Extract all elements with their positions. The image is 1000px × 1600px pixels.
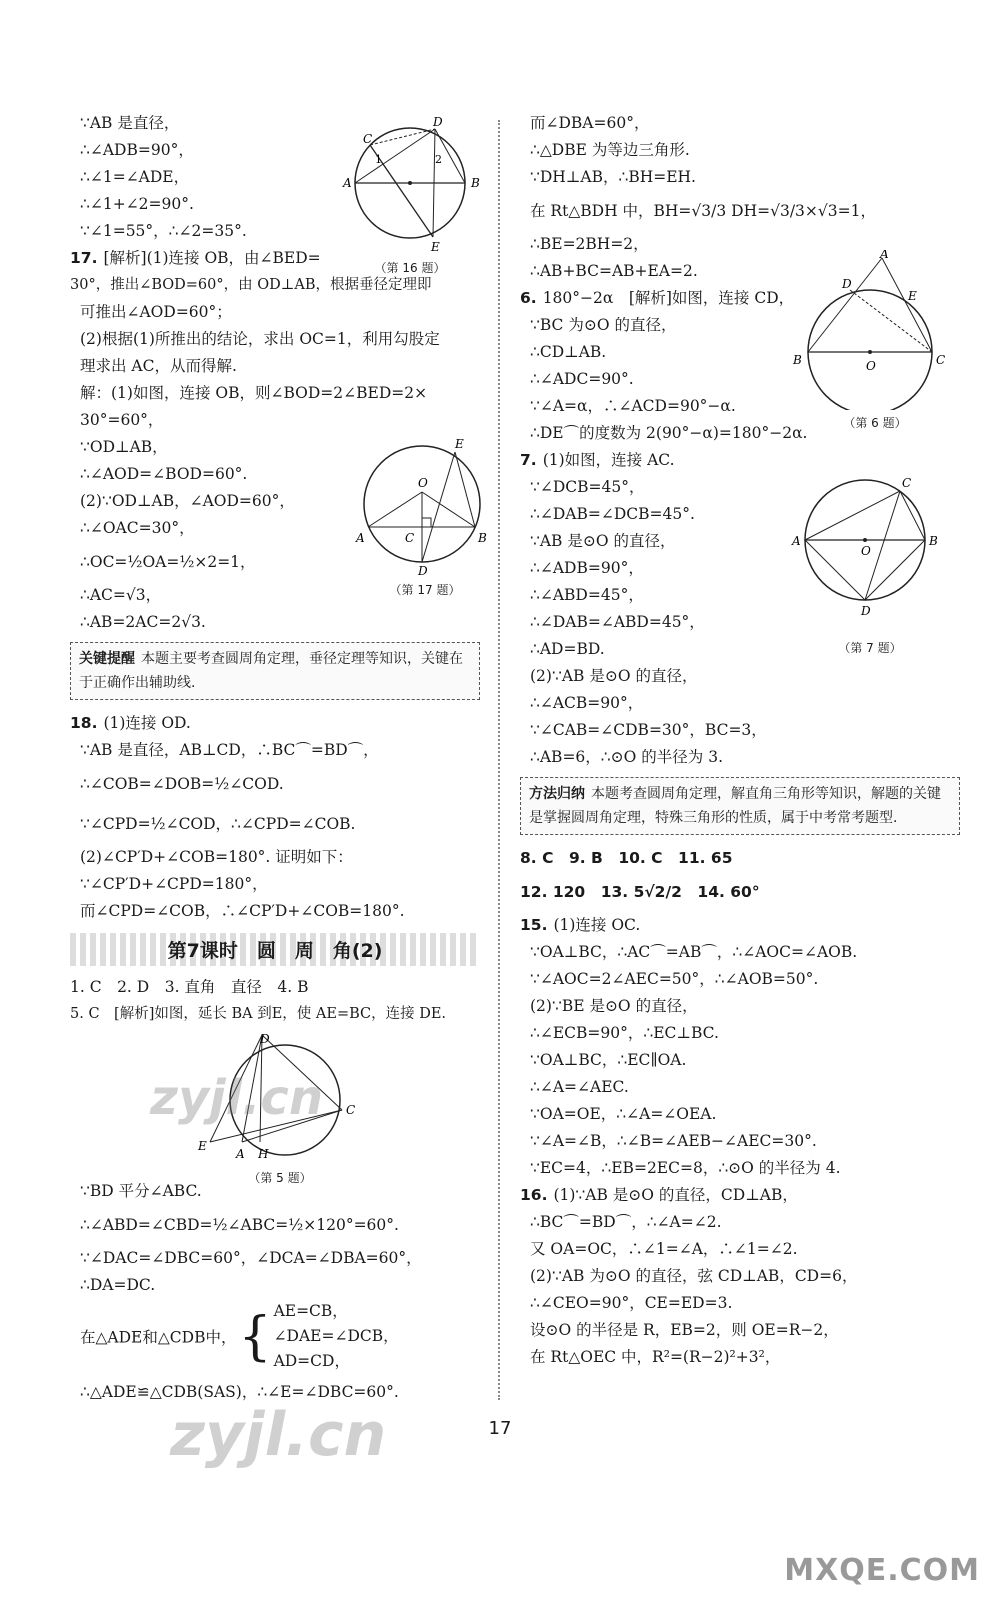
- figure-6: [790, 250, 960, 435]
- note-title: 关键提醒: [79, 651, 135, 667]
- question-number: 15.: [520, 916, 548, 934]
- text-line: (2)∵BE 是⊙O 的直径，: [530, 997, 698, 1015]
- question-number: 16.: [520, 1186, 548, 1204]
- key-reminder-note: [70, 642, 480, 700]
- text-line: ∴∠AOD=∠BOD=60°.: [80, 465, 248, 483]
- figure-caption: （第 5 题）: [248, 1171, 312, 1185]
- svg-text:D: D: [861, 604, 871, 618]
- note-text: 本题主要考查圆周角定理，垂径定理等知识，关键在于正确作出辅助线.: [79, 651, 463, 691]
- text-line: ∵∠A=α，∴∠ACD=90°−α.: [530, 397, 736, 415]
- text-line: (2)∵AB 是⊙O 的直径，: [530, 667, 698, 685]
- congruence-system: [70, 1299, 480, 1379]
- svg-text:1: 1: [375, 153, 382, 166]
- text-line: 30°，推出∠BOD=60°，由 OD⊥AB，根据垂径定理即: [70, 277, 432, 293]
- text-line: ∴∠A=∠AEC.: [530, 1078, 629, 1096]
- text-line: ∴∠COB=∠DOB=½∠COD.: [80, 775, 284, 793]
- text-line: ∵DH⊥AB，∴BH=EH.: [530, 168, 696, 186]
- column-divider: [498, 120, 500, 1400]
- svg-text:D: D: [260, 1032, 270, 1046]
- question-number: 18.: [70, 714, 98, 732]
- text-line: ∵AB 是直径，AB⊥CD，∴BC⌒=BD⌒，: [80, 741, 379, 759]
- svg-text:B: B: [471, 176, 480, 190]
- text-line: 180°−2α [解析]如图，连接 CD，: [542, 289, 795, 307]
- text-line: ∴∠DAB=∠DCB=45°.: [530, 505, 695, 523]
- question-15: [520, 912, 960, 939]
- text-line: ∴∠OAC=30°，: [80, 519, 195, 537]
- figure-caption: （第 16 题）: [374, 261, 446, 275]
- text-line: (1)如图，连接 AC.: [542, 451, 675, 469]
- text-line: ∵∠CPD=½∠COD，∴∠CPD=∠COB.: [80, 815, 356, 833]
- question-18: [70, 710, 480, 737]
- svg-text:A: A: [356, 531, 365, 545]
- figure-16: [335, 115, 485, 275]
- answers-1-4: 1. C 2. D 3. 直角 直径 4. B: [70, 978, 309, 996]
- text-line: ∵AB 是⊙O 的直径，: [530, 532, 676, 550]
- svg-text:C: C: [902, 476, 912, 490]
- svg-text:A: A: [343, 176, 352, 190]
- text-line: ∵OA⊥BC，∴AC⌒=AB⌒，∴∠AOC=∠AOB.: [530, 943, 858, 961]
- text-line: ∴∠1=∠ADE，: [80, 168, 190, 186]
- note-title: 方法归纳: [529, 786, 585, 802]
- text-line: 设⊙O 的半径是 R，EB=2，则 OE=R−2，: [530, 1321, 839, 1339]
- text-line: ∴∠ADB=90°，: [80, 141, 194, 159]
- watermark-site: MXQE.COM: [784, 1553, 980, 1588]
- system-line: AD=CD，: [273, 1352, 350, 1370]
- text-line: ∴DE⌒的度数为 2(90°−α)=180°−2α.: [530, 424, 808, 442]
- svg-text:E: E: [455, 437, 464, 451]
- text-line: ∵BD 平分∠ABC.: [80, 1182, 202, 1200]
- svg-text:B: B: [793, 353, 802, 367]
- watermark-text: zyjl.cn: [170, 1400, 387, 1470]
- text-line: ∵OA⊥BC，∴EC∥OA.: [530, 1051, 687, 1069]
- brace-symbol: {: [238, 1306, 272, 1367]
- question-16: [520, 1182, 960, 1209]
- svg-text:A: A: [880, 250, 889, 261]
- text-line: ∵∠DCB=45°，: [530, 478, 645, 496]
- text-line: ∴AB+BC=AB+EA=2.: [530, 262, 698, 280]
- text-line: ∴AD=BD.: [530, 640, 605, 658]
- text-line: ∵BC 为⊙O 的直径，: [530, 316, 677, 334]
- note-text: 本题考查圆周角定理，解直角三角形等知识，解题的关键是掌握圆周角定理，特殊三角形的性质，属于中考常考题型.: [529, 786, 941, 826]
- text-line: ∵∠DAC=∠DBC=60°，∠DCA=∠DBA=60°，: [80, 1249, 422, 1267]
- figure-caption: （第 17 题）: [389, 583, 461, 597]
- svg-text:A: A: [792, 534, 801, 548]
- text-line: ∵∠CP′D+∠CPD=180°，: [80, 875, 268, 893]
- text-line: ∴OC=½OA=½×2=1，: [80, 553, 256, 571]
- svg-text:B: B: [929, 534, 938, 548]
- text-line: 30°=60°，: [80, 411, 164, 429]
- text-line: 而∠CPD=∠COB，∴∠CP′D+∠COB=180°.: [80, 902, 405, 920]
- text-line: ∵∠1=55°，∴∠2=35°.: [80, 222, 247, 240]
- svg-text:C: C: [363, 132, 373, 146]
- text-line: 可推出∠AOD=60°；: [80, 303, 232, 321]
- svg-text:E: E: [431, 240, 440, 254]
- svg-text:H: H: [258, 1147, 269, 1161]
- answers-12-14: 12. 120 13. 5√2/2 14. 60°: [520, 883, 760, 901]
- text-line: ∴BE=2BH=2，: [530, 235, 649, 253]
- svg-text:D: D: [842, 277, 852, 291]
- text-line: 而∠DBA=60°，: [530, 114, 650, 132]
- text-line: ∵EC=4，∴EB=2EC=8，∴⊙O 的半径为 4.: [530, 1159, 841, 1177]
- text-line: ∴AB=2AC=2√3.: [80, 613, 206, 631]
- circle-diagram-17: [350, 432, 500, 577]
- text-line: ∴∠1+∠2=90°.: [80, 195, 194, 213]
- text-line: 理求出 AC，从而得解.: [80, 357, 237, 375]
- circle-diagram-7: [790, 465, 950, 635]
- text-line: (2)∠CP′D+∠COB=180°. 证明如下：: [80, 848, 353, 866]
- svg-text:B: B: [478, 531, 487, 545]
- system-prefix: 在△ADE和△CDB中，: [80, 1328, 237, 1347]
- question-number: 6.: [520, 289, 537, 307]
- watermark-text: zyjl.cn: [150, 1070, 323, 1126]
- system-line: ∠DAE=∠DCB，: [273, 1327, 399, 1345]
- text-line: ∴AB=6，∴⊙O 的半径为 3.: [530, 748, 723, 766]
- svg-text:O: O: [861, 544, 871, 558]
- figure-7: [790, 465, 950, 665]
- figure-caption: （第 7 题）: [838, 641, 902, 655]
- text-line: ∴△ADE≌△CDB(SAS)，∴∠E=∠DBC=60°.: [80, 1383, 399, 1401]
- text-line: ∴AC=√3，: [80, 586, 162, 604]
- circle-diagram-6: [790, 250, 960, 410]
- system-line: AE=CB，: [273, 1302, 348, 1320]
- text-line: ∴△DBE 为等边三角形.: [530, 141, 690, 159]
- svg-text:2: 2: [435, 153, 442, 166]
- text-line: ∴CD⊥AB.: [530, 343, 607, 361]
- text-line: ∴∠CEO=90°，CE=ED=3.: [530, 1294, 733, 1312]
- text-line: ∵OA=OE，∴∠A=∠OEA.: [530, 1105, 717, 1123]
- svg-text:D: D: [433, 115, 443, 129]
- svg-text:E: E: [908, 289, 917, 303]
- answers-8-11: 8. C 9. B 10. C 11. 65: [520, 849, 733, 867]
- left-column: [70, 110, 480, 1406]
- figure-17: [350, 432, 500, 602]
- circle-diagram-16: [335, 115, 485, 255]
- question-5-head: 5. C [解析]如图，延长 BA 到E，使 AE=BC，连接 DE.: [70, 1006, 447, 1022]
- text-line: ∴∠DAB=∠ABD=45°，: [530, 613, 705, 631]
- text-line: (1)连接 OC.: [553, 916, 641, 934]
- svg-text:C: C: [405, 531, 415, 545]
- text-line: ∴∠ADB=90°，: [530, 559, 644, 577]
- question-number: 7.: [520, 451, 537, 469]
- text-line: ∴∠ABD=∠CBD=½∠ABC=½×120°=60°.: [80, 1216, 399, 1234]
- text-line: ∵AB 是直径，: [80, 114, 180, 132]
- text-line: ∴∠ACB=90°，: [530, 694, 644, 712]
- svg-text:A: A: [236, 1147, 245, 1161]
- page-number: 17: [488, 1418, 512, 1439]
- text-line: 在 Rt△OEC 中，R²=(R−2)²+3²，: [530, 1348, 781, 1366]
- figure-caption: （第 6 题）: [843, 416, 907, 430]
- svg-text:O: O: [418, 476, 428, 490]
- method-summary-note: [520, 777, 960, 835]
- text-line: ∵∠A=∠B，∴∠B=∠AEB−∠AEC=30°.: [530, 1132, 817, 1150]
- question-number: 17.: [70, 249, 98, 267]
- text-line: [解析](1)连接 OB，由∠BED=: [103, 249, 321, 267]
- text-line: (2)∵AB 为⊙O 的直径，弦 CD⊥AB，CD=6，: [530, 1267, 858, 1285]
- svg-text:E: E: [198, 1139, 207, 1153]
- text-line: ∵OD⊥AB，: [80, 438, 168, 456]
- text-line: ∵∠CAB=∠CDB=30°，BC=3，: [530, 721, 767, 739]
- svg-text:C: C: [346, 1103, 356, 1117]
- text-line: (1)∵AB 是⊙O 的直径，CD⊥AB，: [553, 1186, 798, 1204]
- text-line: ∴BC⌒=BD⌒，∴∠A=∠2.: [530, 1213, 722, 1231]
- text-line: (2)∵OD⊥AB，∠AOD=60°，: [80, 492, 295, 510]
- section-title: 第7课时 圆 周 角(2): [70, 933, 480, 966]
- text-line: ∴DA=DC.: [80, 1276, 156, 1294]
- text-line: 在 Rt△BDH 中，BH=√3/3 DH=√3/3×√3=1，: [530, 202, 876, 220]
- system-lines: [274, 1299, 399, 1374]
- text-line: ∵∠AOC=2∠AEC=50°，∴∠AOB=50°.: [530, 970, 819, 988]
- svg-text:D: D: [418, 564, 428, 577]
- text-line: ∴∠ADC=90°.: [530, 370, 634, 388]
- text-line: ∴∠ABD=45°，: [530, 586, 644, 604]
- text-line: ∴∠ECB=90°，∴EC⊥BC.: [530, 1024, 719, 1042]
- text-line: (1)连接 OD.: [103, 714, 191, 732]
- text-line: 又 OA=OC，∴∠1=∠A，∴∠1=∠2.: [530, 1240, 798, 1258]
- svg-text:O: O: [866, 359, 876, 373]
- text-line: 解：(1)如图，连接 OB，则∠BOD=2∠BED=2×: [80, 384, 428, 402]
- text-line: (2)根据(1)所推出的结论，求出 OC=1，利用勾股定: [80, 330, 440, 348]
- svg-text:C: C: [936, 353, 946, 367]
